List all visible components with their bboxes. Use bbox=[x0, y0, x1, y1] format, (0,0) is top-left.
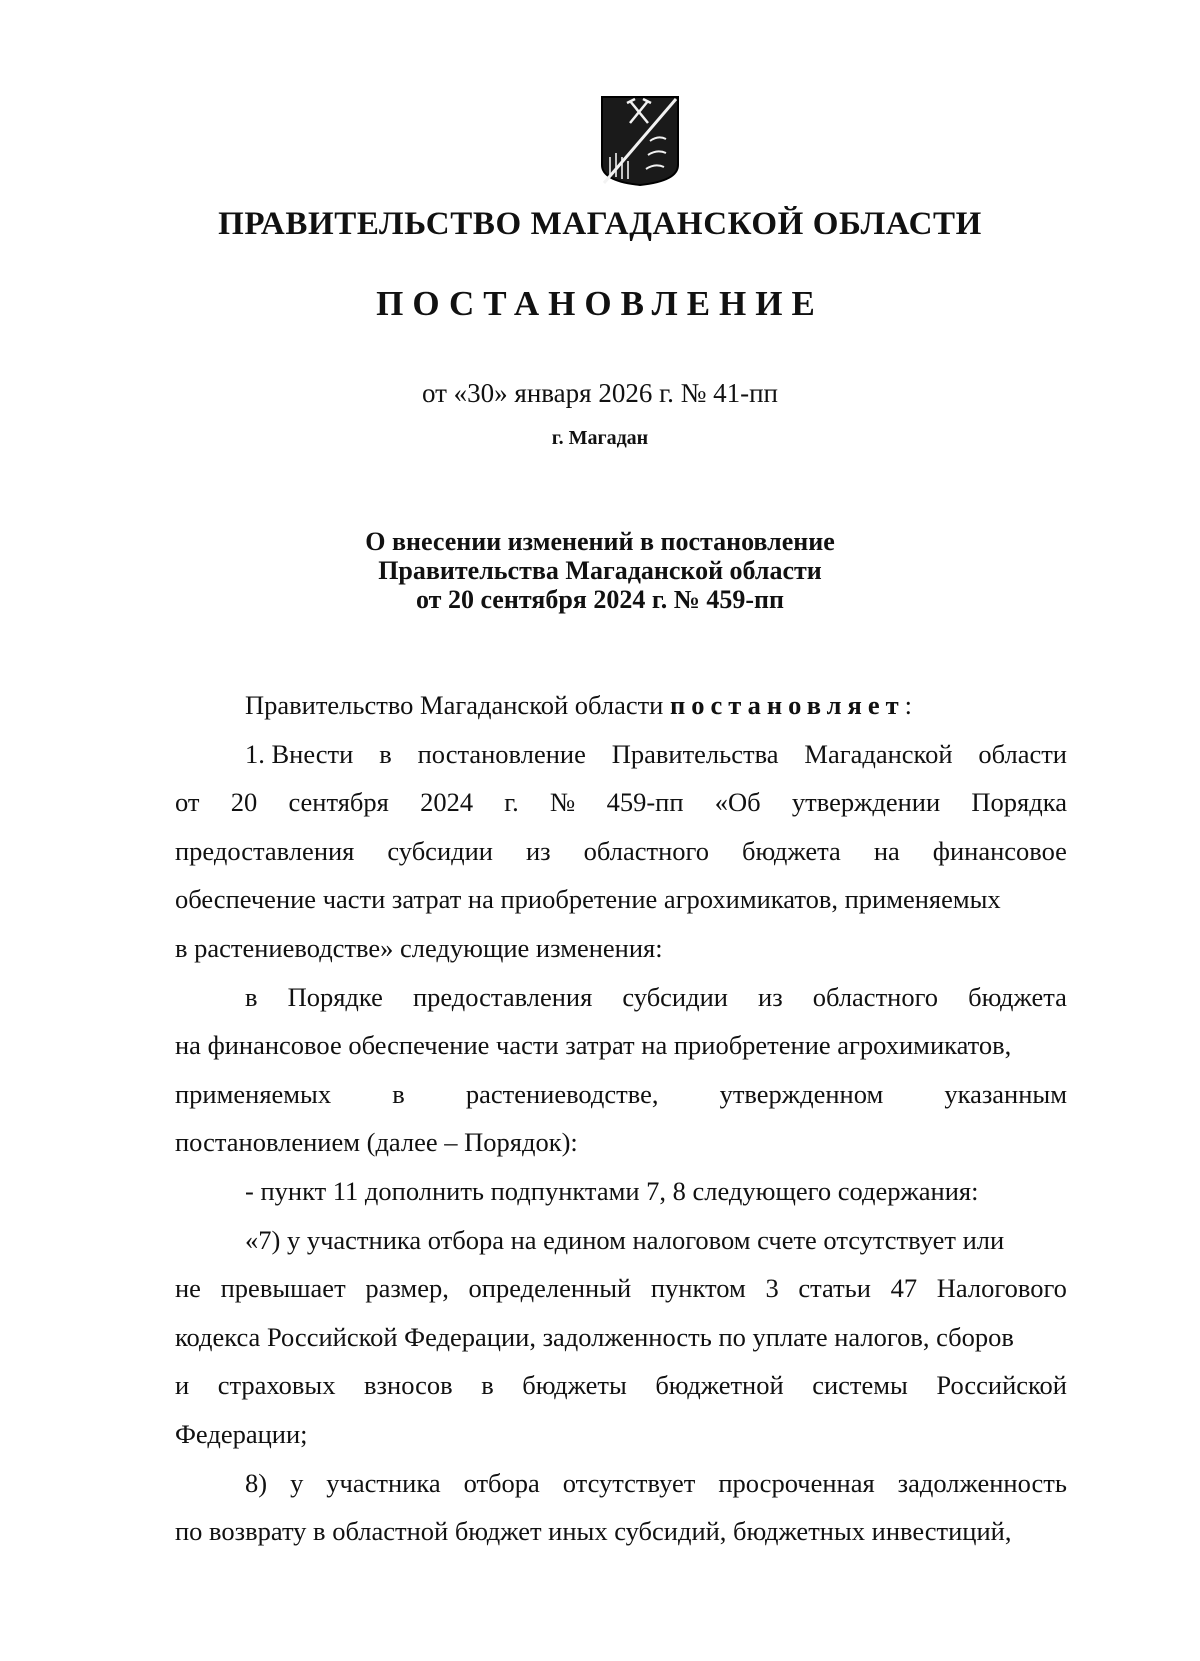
word: Налогового bbox=[936, 1273, 1067, 1304]
word: Порядка bbox=[971, 787, 1067, 818]
word: определенный bbox=[468, 1273, 632, 1304]
word: постановление bbox=[417, 738, 586, 769]
paragraph-line: по возврату в областной бюджет иных субсидий, бюджетных инвестиций, bbox=[175, 1516, 1012, 1547]
word: пунктом bbox=[650, 1273, 746, 1304]
title-line: от 20 сентября 2024 г. № 459-пп bbox=[416, 585, 784, 614]
paragraph-line bbox=[175, 1361, 1067, 1410]
title-line: О внесении изменений в постановление bbox=[365, 527, 835, 556]
word: из bbox=[526, 835, 551, 866]
word: бюджета bbox=[741, 835, 841, 866]
word: на bbox=[873, 835, 900, 866]
paragraph-line: в растениеводстве» следующие изменения: bbox=[175, 932, 663, 963]
word: областного bbox=[812, 981, 939, 1012]
paragraph-line: «7) у участника отбора на едином налоговом счете отсутствует или bbox=[245, 1224, 1005, 1255]
word: взносов bbox=[364, 1370, 453, 1401]
word: Порядке bbox=[287, 981, 383, 1012]
word: в bbox=[481, 1370, 494, 1401]
preamble-paragraph bbox=[175, 681, 1067, 730]
word: отсутствует bbox=[562, 1467, 696, 1498]
paragraph-line bbox=[175, 730, 1067, 779]
word: и bbox=[175, 1370, 190, 1401]
word: 47 bbox=[890, 1273, 918, 1304]
document-body bbox=[175, 681, 1067, 1556]
date-number-line: от «30» января 2026 г. № 41-пп bbox=[421, 378, 779, 408]
word: областного bbox=[583, 835, 709, 866]
paragraph-line: кодекса Российской Федерации, задолженность по уплате налогов, сборов bbox=[175, 1321, 1014, 1352]
word: страховых bbox=[217, 1370, 336, 1401]
word: участника bbox=[326, 1467, 441, 1498]
word: 459-пп bbox=[606, 787, 684, 818]
document-title bbox=[0, 527, 1200, 614]
word: растениеводстве, bbox=[465, 1078, 659, 1109]
paragraph-line: на финансовое обеспечение части затрат на приобретение агрохимикатов, bbox=[175, 1030, 1012, 1061]
preamble-text: Правительство Магаданской области bbox=[245, 690, 664, 720]
document-type: ПОСТАНОВЛЕНИЕ bbox=[376, 284, 824, 323]
word: просроченная bbox=[718, 1467, 875, 1498]
word: от bbox=[175, 787, 200, 818]
word: отбора bbox=[463, 1467, 540, 1498]
title-line: Правительства Магаданской области bbox=[378, 556, 822, 585]
word: размер, bbox=[365, 1273, 449, 1304]
word: указанным bbox=[944, 1078, 1067, 1109]
word: превышает bbox=[220, 1273, 346, 1304]
word: системы bbox=[812, 1370, 908, 1401]
word: бюджеты bbox=[522, 1370, 627, 1401]
word: субсидии bbox=[387, 835, 493, 866]
word: утверждении bbox=[791, 787, 941, 818]
word: статьи bbox=[798, 1273, 871, 1304]
word: бюджетной bbox=[655, 1370, 784, 1401]
paragraph-line: обеспечение части затрат на приобретение агрохимикатов, применяемых bbox=[175, 884, 1001, 915]
word: бюджета bbox=[968, 981, 1067, 1012]
word: сентября bbox=[288, 787, 389, 818]
paragraph-line bbox=[175, 973, 1067, 1022]
paragraph-line bbox=[175, 827, 1067, 876]
organization-name: ПРАВИТЕЛЬСТВО МАГАДАНСКОЙ ОБЛАСТИ bbox=[218, 206, 982, 242]
word: из bbox=[758, 981, 783, 1012]
coat-of-arms-icon bbox=[600, 95, 680, 187]
preamble-colon: : bbox=[904, 690, 913, 720]
paragraph-line: Федерации; bbox=[175, 1418, 308, 1449]
word: области bbox=[978, 738, 1067, 769]
word: не bbox=[175, 1273, 201, 1304]
word: в bbox=[379, 738, 392, 769]
word: 8) bbox=[245, 1467, 268, 1498]
paragraph-line bbox=[175, 1070, 1067, 1119]
word: г. bbox=[504, 787, 519, 818]
city-name: г. Магадан bbox=[551, 427, 649, 449]
word: в bbox=[392, 1078, 405, 1109]
word: финансовое bbox=[932, 835, 1067, 866]
word: «Об bbox=[714, 787, 761, 818]
paragraph-line bbox=[175, 1459, 1067, 1508]
coat-of-arms-emblem bbox=[600, 95, 680, 187]
paragraph-line bbox=[175, 778, 1067, 827]
word: 1. Внести bbox=[245, 738, 354, 769]
word: в bbox=[245, 981, 258, 1012]
word: задолженность bbox=[897, 1467, 1067, 1498]
word: применяемых bbox=[175, 1078, 332, 1109]
word: субсидии bbox=[622, 981, 728, 1012]
word: утвержденном bbox=[719, 1078, 884, 1109]
word: Российской bbox=[936, 1370, 1067, 1401]
word: предоставления bbox=[412, 981, 593, 1012]
word: 2024 bbox=[420, 787, 474, 818]
word: предоставления bbox=[175, 835, 355, 866]
preamble-verb: постановляет bbox=[669, 690, 905, 720]
word: 3 bbox=[765, 1273, 779, 1304]
word: у bbox=[290, 1467, 304, 1498]
word: Правительства bbox=[611, 738, 779, 769]
word: Магаданской bbox=[804, 738, 953, 769]
paragraph-line: - пункт 11 дополнить подпунктами 7, 8 следующего содержания: bbox=[245, 1175, 979, 1206]
word: № bbox=[550, 787, 576, 818]
word: 20 bbox=[230, 787, 258, 818]
paragraph-line bbox=[175, 1264, 1067, 1313]
paragraph-line: постановлением (далее – Порядок): bbox=[175, 1127, 578, 1158]
